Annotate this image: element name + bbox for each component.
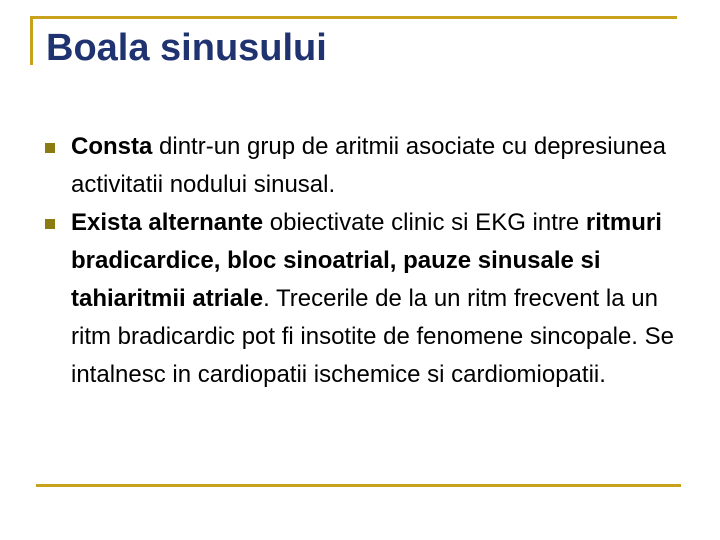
square-bullet-icon (45, 143, 55, 153)
title-frame-top-rule (30, 16, 677, 19)
bullet-run: ritmuri bradicardice, bloc sinoatrial, pauze sinusale si tahiaritmii atriale (71, 209, 662, 312)
bullet-item-2 (46, 204, 686, 394)
square-bullet-icon (45, 219, 55, 229)
title-frame-left-rule (30, 16, 33, 65)
bullet-run: . Trecerile de la un ritm frecvent la un ritm bradicardic pot fi insotite de fenomene sincopale. Se intalnesc in cardiopatii ischemice si cardiomiopatii. (71, 285, 674, 388)
bullet-item-1 (46, 128, 686, 204)
bullet-list (46, 128, 686, 394)
slide-title: Boala sinusului (46, 27, 327, 69)
bullet-text (71, 209, 674, 388)
bullet-run: dintr-un grup de aritmii asociate cu depresiunea activitatii nodului sinusal. (71, 133, 666, 198)
bottom-rule (36, 484, 681, 487)
bullet-run: obiectivate clinic si EKG intre (263, 209, 586, 236)
bullet-run: Exista alternante (71, 209, 264, 236)
bullet-text (71, 133, 666, 198)
bullet-run: Consta (71, 133, 153, 160)
